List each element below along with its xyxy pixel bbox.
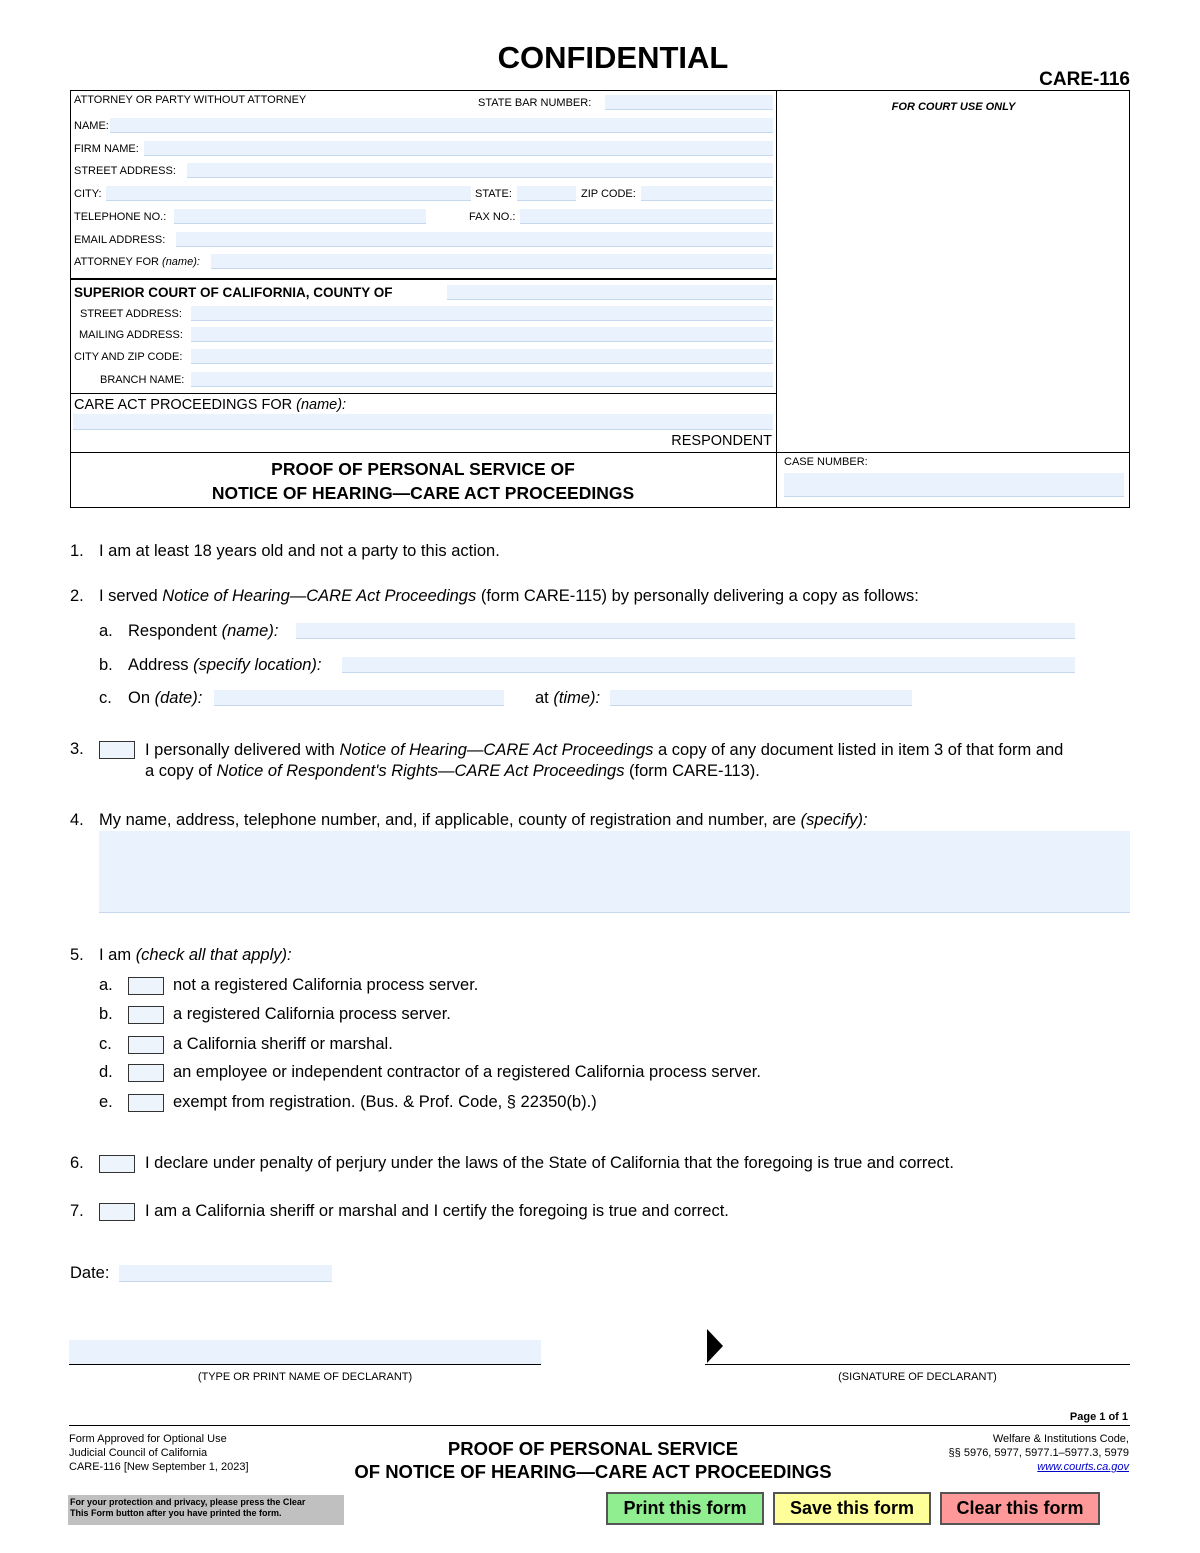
item-3-number: 3. [70,740,84,758]
street-label: STREET ADDRESS: [74,165,176,177]
item-2c-label: On (date): [128,689,203,707]
privacy-notice: For your protection and privacy, please press the Clear This Form button after you have printed the form. [68,1495,344,1525]
email-label: EMAIL ADDRESS: [74,234,166,246]
service-address-field[interactable] [342,657,1075,673]
item-5d-letter: d. [99,1063,113,1081]
signature-arrow-icon [707,1329,723,1363]
zip-label: ZIP CODE: [581,188,636,200]
case-number-field[interactable] [784,473,1124,497]
state-field[interactable] [517,186,576,201]
item-5a-checkbox[interactable] [128,977,164,995]
street-address-field[interactable] [187,163,773,178]
item-4-text: My name, address, telephone number, and, if applicable, county of registration and number, are (specify): [99,811,868,829]
item-2-text: I served Notice of Hearing—CARE Act Proceedings (form CARE-115) by personally delivering a copy as follows: [99,587,919,605]
state-label: STATE: [475,188,512,200]
branch-label: BRANCH NAME: [100,374,185,386]
form-id: CARE-116 [1039,69,1130,90]
signature-caption: (SIGNATURE OF DECLARANT) [838,1371,997,1383]
item-6-number: 6. [70,1154,84,1172]
item-5b-text: a registered California process server. [173,1005,451,1023]
attorney-for-field[interactable] [211,254,773,269]
firm-label: FIRM NAME: [74,143,139,155]
firm-name-field[interactable] [144,141,773,156]
item-5d-text: an employee or independent contractor of a registered California process server. [173,1063,761,1081]
courts-link[interactable]: www.courts.ca.gov [1037,1461,1129,1473]
item-5e-text: exempt from registration. (Bus. & Prof. Code, § 22350(b).) [173,1093,597,1111]
service-time-field[interactable] [610,690,912,706]
mailing-address-field[interactable] [191,327,773,342]
declaration-date-field[interactable] [119,1265,332,1282]
service-date-field[interactable] [214,690,504,706]
item-5a-text: not a registered California process server. [173,976,479,994]
item-4-number: 4. [70,811,84,829]
item-2b-letter: b. [99,656,113,674]
item-5c-letter: c. [99,1035,112,1053]
item-5b-checkbox[interactable] [128,1006,164,1024]
item-7-number: 7. [70,1202,84,1220]
item-2a-letter: a. [99,622,113,640]
proceedings-label: CARE ACT PROCEEDINGS FOR (name): [74,397,347,413]
item-5c-text: a California sheriff or marshal. [173,1035,393,1053]
footer-left: Form Approved for Optional Use Judicial Council of California CARE-116 [New September 1, 2023] [69,1433,249,1473]
item-5b-letter: b. [99,1005,113,1023]
attorney-box-title: ATTORNEY OR PARTY WITHOUT ATTORNEY [74,94,307,106]
item-6-text: I declare under penalty of perjury under the laws of the State of California that the foregoing is true and correct. [145,1154,954,1172]
print-form-button[interactable]: Print this form [606,1492,764,1525]
item-7-text: I am a California sheriff or marshal and I certify the foregoing is true and correct. [145,1202,729,1220]
footer-title: PROOF OF PERSONAL SERVICE OF NOTICE OF HEARING—CARE ACT PROCEEDINGS [354,1438,832,1482]
declarant-info-field[interactable] [99,831,1130,913]
name-label: NAME: [74,120,109,132]
footer-rule [69,1425,1130,1426]
item-5e-letter: e. [99,1093,113,1111]
attorney-for-label: ATTORNEY FOR (name): [74,256,200,268]
item-3-checkbox[interactable] [99,741,135,759]
item-5-number: 5. [70,946,84,964]
court-use-label: FOR COURT USE ONLY [891,101,1016,113]
fax-label: FAX NO.: [469,211,516,223]
state-bar-label: STATE BAR NUMBER: [478,97,592,109]
city-zip-label: CITY AND ZIP CODE: [74,351,183,363]
footer-right: Welfare & Institutions Code, §§ 5976, 5977, 5977.1–5977.3, 5979 www.courts.ca.gov [880,1432,1129,1474]
city-label: CITY: [74,188,102,200]
zip-field[interactable] [641,186,773,201]
branch-name-field[interactable] [191,372,773,387]
respondent-served-field[interactable] [296,623,1075,639]
item-1-number: 1. [70,542,84,560]
item-1-text: I am at least 18 years old and not a party to this action. [99,542,500,560]
item-2-number: 2. [70,587,84,605]
declarant-name-caption: (TYPE OR PRINT NAME OF DECLARANT) [197,1371,413,1383]
date-label: Date: [70,1264,110,1282]
signature-line [705,1364,1130,1365]
caption-divider [776,90,777,508]
city-zip-field[interactable] [191,349,773,364]
page-number: Page 1 of 1 [1069,1411,1128,1423]
state-bar-field[interactable] [605,95,773,110]
court-street-field[interactable] [191,306,773,321]
telephone-field[interactable] [174,209,426,224]
court-title: SUPERIOR COURT OF CALIFORNIA, COUNTY OF [74,285,393,300]
respondent-name-field[interactable] [73,414,773,430]
city-field[interactable] [106,186,471,201]
email-field[interactable] [176,232,773,247]
fax-field[interactable] [520,209,773,224]
attorney-name-field[interactable] [110,118,773,133]
declarant-name-field[interactable] [69,1340,541,1365]
item-2c-letter: c. [99,689,112,707]
confidential-heading: CONFIDENTIAL [497,40,729,75]
item-5c-checkbox[interactable] [128,1036,164,1054]
item-6-checkbox[interactable] [99,1155,135,1173]
save-form-button[interactable]: Save this form [773,1492,931,1525]
item-5-text: I am (check all that apply): [99,946,292,964]
item-5a-letter: a. [99,976,113,994]
phone-label: TELEPHONE NO.: [74,211,167,223]
item-7-checkbox[interactable] [99,1203,135,1221]
item-2a-label: Respondent (name): [128,622,279,640]
item-2c-at-label: at (time): [535,689,601,707]
court-street-label: STREET ADDRESS: [80,308,182,320]
item-5e-checkbox[interactable] [128,1094,164,1112]
case-number-label: CASE NUMBER: [784,456,868,468]
form-title: PROOF OF PERSONAL SERVICE OF NOTICE OF HEARING—CARE ACT PROCEEDINGS [211,459,635,503]
item-3-text: I personally delivered with Notice of Hearing—CARE Act Proceedings a copy of any document listed in item 3 of that form and a copy of Notice of Respondent's Rights—CARE Act Proceedings (form CARE-113). [145,741,1064,780]
respondent-label: RESPONDENT [671,433,772,449]
item-2b-label: Address (specify location): [128,656,322,674]
county-field[interactable] [447,285,773,300]
item-5d-checkbox[interactable] [128,1064,164,1082]
mailing-label: MAILING ADDRESS: [79,329,183,341]
clear-form-button[interactable]: Clear this form [940,1492,1100,1525]
